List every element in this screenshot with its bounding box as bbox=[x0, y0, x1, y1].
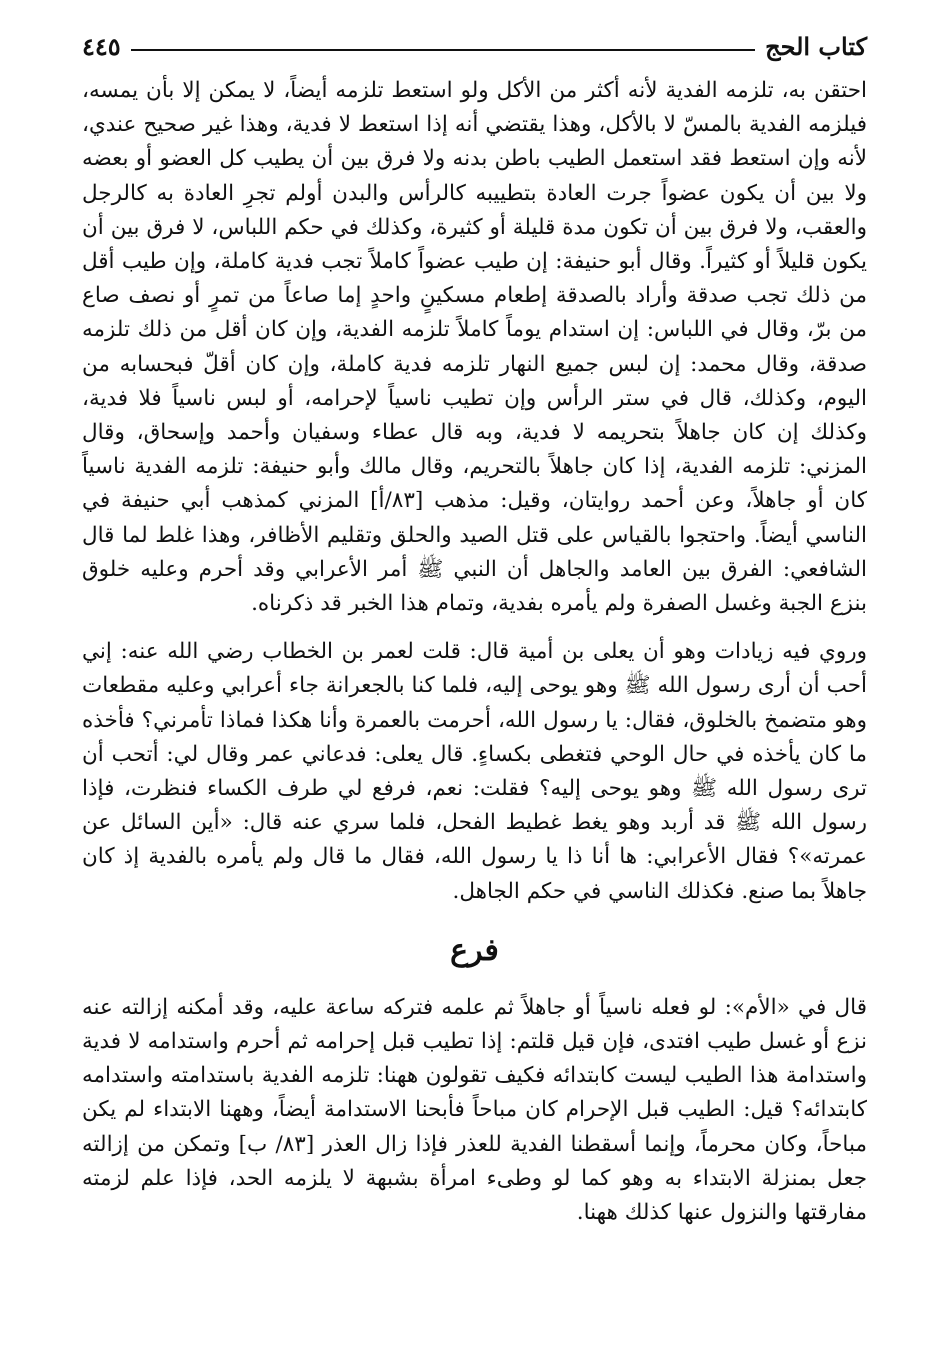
page-header bbox=[82, 28, 867, 64]
paragraph: احتقن به، تلزمه الفدية لأنه أكثر من الأكل ولو استعط تلزمه أيضاً، لا يمكن إلا بأن يمسه، فيلزمه الفدية بالمسّ لا بالأكل، وهذا يقتضي أنه إذا استعط لا فدية، وهذا غير صحيح عندي، لأنه وإن استعط فقد استعمل الطيب باطن بدنه ولا فرق بين أن يطيب كل العضو أو بعضه ولا بين أن يكون عضواً جرت العادة بتطييبه كالرأس والبدن أولم تجرِ العادة به كالرجل والعقب، ولا فرق بين أن تكون مدة قليلة أو كثيرة، وكذلك في حكم اللباس، لا فرق بين أن يكون قليلاً أو كثيراً. وقال أبو حنيفة: إن طيب عضواً كاملاً تجب فدية كاملة، وإن طيب أقل من ذلك تجب صدقة وأراد بالصدقة إطعام مسكينٍ واحدٍ إما صاعاً من تمرٍ أو نصف صاع من برّ، وقال في اللباس: إن استدام يوماً كاملاً تلزمه الفدية، وإن كان أقل من ذلك تلزمه صدقة، وقال محمد: إن لبس جميع النهار تلزمه فدية كاملة، وإن كان أقلّ فبحسابه من اليوم، وكذلك، قال في ستر الرأس وإن تطيب ناسياً لإحرامه، أو لبس ناسياً فلا فدية، وكذلك إن كان جاهلاً بتحريمه لا فدية، وبه قال عطاء وسفيان وأحمد وإسحاق، وقال المزني: تلزمه الفدية، إذا كان جاهلاً بالتحريم، وقال مالك وأبو حنيفة: تلزمه الفدية ناسياً كان أو جاهلاً، وعن أحمد روايتان، وقيل: مذهب [٨٣/أ] المزني كمذهب أبي حنيفة في الناسي أيضاً. واحتجوا بالقياس على قتل الصيد والحلق وتقليم الأظافر، وهذا غلط لما قال الشافعي: الفرق بين العامد والجاهل أن النبي ﷺ أمر الأعرابي وقد أحرم وعليه خلوق بنزع الجبة وغسل الصفرة ولم يأمره بفدية، وتمام هذا الخبر قد ذكرناه. bbox=[82, 78, 867, 617]
header-rule bbox=[131, 49, 755, 51]
section-paragraph: قال في «الأم»: لو فعله ناسياً أو جاهلاً ثم علمه فتركه ساعة عليه، وقد أمكنه إزالته عنه نزع أو غسل طيب افتدى، فإن قيل قلتم: إذا تطيب قبل إحرامه ثم أحرم واستدامه لا فدية واستدامة هذا الطيب ليست كابتدائه فكيف تقولون ههنا: تلزمه الفدية باستدامته واستدامه كابتدائه؟ قيل: الطيب قبل الإحرام كان مباحاً فأبحنا الاستدامة أيضاً، وههنا الابتداء لم يكن مباحاً، وكان محرماً، وإنما أسقطنا الفدية للعذر فإذا زال العذر [٨٣/ ب] وتمكن من إزالته جعل بمنزلة الابتداء به وهو كما لو وطىء امرأة بشبهة لا يلزمه الحد، فإذا علم لزمته مفارقتها والنزول عنها كذلك ههنا. bbox=[82, 994, 867, 1226]
book-title: كتاب الحج bbox=[765, 31, 867, 61]
paragraph: وروي فيه زيادات وهو أن يعلى بن أمية قال: قلت لعمر بن الخطاب رضي الله عنه: إني أحب أن أرى رسول الله ﷺ وهو يوحى إليه، فلما كنا بالجعرانة جاء أعرابي وعليه مقطعات وهو متضمخ بالخلوق، فقال: يا رسول الله، أحرمت بالعمرة وأنا هكذا فماذا تأمرني؟ فأخذه ما كان يأخذه في حال الوحي فتغطى بكساءٍ. قال يعلى: فدعاني عمر وقال لي: أتحب أن ترى رسول الله ﷺ وهو يوحى إليه؟ فقلت: نعم، فرفع لي طرف الكساء فنظرت، فإذا رسول الله ﷺ قد أربد وهو يغط غطيط الفحل، فلما سري عنه قال: «أين السائل عن عمرته»؟ فقال الأعرابي: ها أنا ذا يا رسول الله، فقال ما قال ولم يأمره بالفدية إذ كان جاهلاً بما صنع. فكذلك الناسي في حكم الجاهل. bbox=[82, 639, 867, 904]
page-number: ٤٤٥ bbox=[82, 31, 121, 61]
section-heading: فرع bbox=[450, 932, 499, 968]
body-text bbox=[82, 74, 867, 909]
